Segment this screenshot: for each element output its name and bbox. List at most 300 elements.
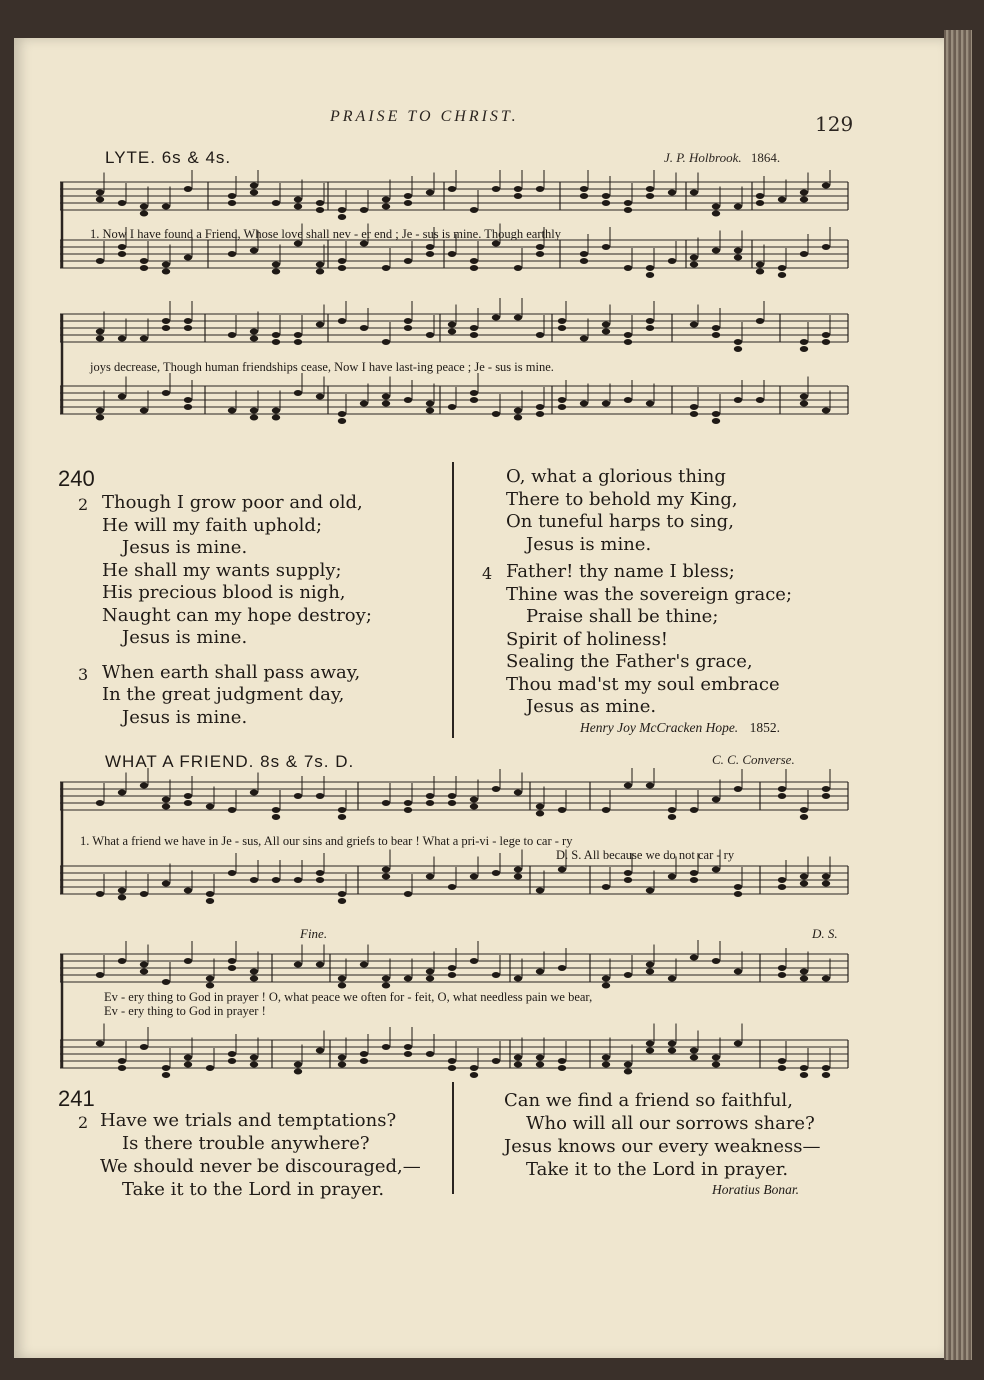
note-head — [228, 870, 236, 876]
note-head — [426, 408, 434, 414]
note-head — [426, 976, 434, 982]
staff — [60, 373, 848, 424]
verse-line: Take it to the Lord in prayer. — [526, 1159, 789, 1180]
note-head — [404, 200, 412, 206]
note-head — [272, 415, 280, 421]
note-head — [250, 408, 258, 414]
note-head — [624, 397, 632, 403]
note-head — [338, 418, 346, 424]
note-head — [162, 318, 170, 324]
verse-line: Father! thy name I bless; — [506, 561, 735, 582]
note-head — [426, 401, 434, 407]
note-head — [822, 976, 830, 982]
note-head — [734, 969, 742, 975]
note-head — [712, 1055, 720, 1061]
note-head — [404, 397, 412, 403]
note-head — [426, 244, 434, 250]
composer-lyte — [664, 150, 780, 166]
note-head — [272, 408, 280, 414]
column-divider-241 — [452, 1082, 454, 1194]
note-head — [778, 786, 786, 792]
note-head — [624, 1062, 632, 1068]
note-head — [558, 1058, 566, 1064]
lyric-friend-line-2: Ev - ery thing to God in prayer ! O, what peace we often for - feit, O, what needless pain we bear, — [104, 990, 593, 1004]
note-head — [822, 786, 830, 792]
note-head — [690, 955, 698, 961]
note-head — [140, 336, 148, 342]
note-head — [822, 874, 830, 880]
composer-what-a-friend: C. C. Converse. — [712, 752, 795, 767]
stanza-number: 4 — [482, 564, 493, 583]
note-head — [822, 244, 830, 250]
note-head — [800, 394, 808, 400]
note-head — [338, 976, 346, 982]
note-head — [448, 965, 456, 971]
verse-line: Have we trials and temptations? — [100, 1110, 397, 1131]
author-name: Henry Joy McCracken Hope. — [580, 720, 739, 735]
note-head — [514, 315, 522, 321]
note-head — [228, 958, 236, 964]
note-head — [206, 891, 214, 897]
note-head — [580, 258, 588, 264]
note-head — [800, 814, 808, 820]
verse-line: Jesus as mine. — [526, 696, 657, 717]
note-head — [338, 318, 346, 324]
note-head — [382, 394, 390, 400]
note-head — [382, 204, 390, 210]
note-head — [778, 965, 786, 971]
note-head — [426, 969, 434, 975]
note-head — [492, 786, 500, 792]
note-head — [382, 401, 390, 407]
note-head — [558, 404, 566, 410]
note-head — [184, 255, 192, 261]
note-head — [712, 248, 720, 254]
verse-line: Jesus is mine. — [526, 533, 652, 555]
note-head — [184, 793, 192, 799]
note-head — [404, 318, 412, 324]
note-head — [228, 1058, 236, 1064]
note-head — [602, 193, 610, 199]
note-head — [756, 397, 764, 403]
note-head — [96, 329, 104, 335]
note-head — [734, 248, 742, 254]
note-head — [140, 265, 148, 271]
verse-line: He shall my wants supply; — [102, 559, 342, 581]
note-head — [316, 322, 324, 328]
note-head — [382, 874, 390, 880]
note-head — [778, 197, 786, 203]
note-head — [734, 204, 742, 210]
verse-line: His precious blood is nigh, — [102, 582, 346, 603]
author-241: Horatius Bonar. — [712, 1182, 800, 1197]
note-head — [800, 807, 808, 813]
note-head — [118, 394, 126, 400]
note-head — [338, 1062, 346, 1068]
note-head — [360, 1051, 368, 1057]
note-head — [294, 390, 302, 396]
note-head — [536, 804, 544, 810]
note-head — [404, 325, 412, 331]
note-head — [184, 318, 192, 324]
note-head — [404, 807, 412, 813]
note-head — [734, 1041, 742, 1047]
note-head — [734, 339, 742, 345]
note-head — [250, 190, 258, 196]
note-head — [558, 397, 566, 403]
note-head — [140, 258, 148, 264]
note-head — [294, 1069, 302, 1075]
note-head — [712, 325, 720, 331]
note-head — [294, 339, 302, 345]
note-head — [800, 881, 808, 887]
note-head — [316, 269, 324, 275]
note-head — [162, 1072, 170, 1078]
note-head — [206, 898, 214, 904]
note-head — [492, 186, 500, 192]
note-head — [206, 804, 214, 810]
note-head — [96, 336, 104, 342]
note-head — [448, 251, 456, 257]
note-head — [800, 190, 808, 196]
verse-line: He will my faith uphold; — [102, 514, 323, 536]
note-head — [646, 969, 654, 975]
author-year: 1852. — [749, 720, 780, 735]
note-head — [514, 1055, 522, 1061]
note-head — [800, 339, 808, 345]
note-head — [360, 207, 368, 213]
note-head — [250, 1055, 258, 1061]
note-head — [250, 790, 258, 796]
note-head — [118, 200, 126, 206]
note-head — [668, 1048, 676, 1054]
note-head — [580, 336, 588, 342]
note-head — [822, 332, 830, 338]
staff — [60, 940, 848, 989]
note-head — [162, 204, 170, 210]
note-head — [338, 265, 346, 271]
note-head — [624, 200, 632, 206]
note-head — [668, 190, 676, 196]
note-head — [250, 976, 258, 982]
verse-line: When earth shall pass away, — [102, 661, 361, 683]
composer-name: J. P. Holbrook. — [664, 150, 742, 165]
note-head — [294, 877, 302, 883]
note-head — [470, 797, 478, 803]
note-head — [272, 269, 280, 275]
note-head — [184, 958, 192, 964]
note-head — [448, 793, 456, 799]
author-240 — [580, 720, 780, 736]
note-head — [470, 397, 478, 403]
verse-line: Jesus is mine. — [122, 537, 248, 558]
note-head — [426, 800, 434, 806]
note-head — [162, 797, 170, 803]
note-head — [778, 793, 786, 799]
note-head — [294, 204, 302, 210]
page-number: 129 — [815, 112, 854, 136]
note-head — [338, 214, 346, 220]
note-head — [646, 1041, 654, 1047]
note-head — [228, 332, 236, 338]
tune-title-what-a-friend: WHAT A FRIEND. 8s & 7s. D. — [105, 752, 355, 771]
note-head — [162, 325, 170, 331]
note-head — [690, 190, 698, 196]
note-head — [470, 804, 478, 810]
note-head — [426, 332, 434, 338]
note-head — [140, 1044, 148, 1050]
note-head — [536, 244, 544, 250]
note-head — [690, 1048, 698, 1054]
note-head — [404, 1044, 412, 1050]
note-head — [514, 186, 522, 192]
note-head — [602, 976, 610, 982]
verse-line: There to behold my King, — [506, 488, 738, 510]
note-head — [360, 401, 368, 407]
verse-line: Praise shall be thine; — [526, 606, 719, 627]
note-head — [602, 1062, 610, 1068]
note-head — [734, 346, 742, 352]
note-head — [800, 401, 808, 407]
note-head — [470, 874, 478, 880]
note-head — [96, 972, 104, 978]
note-head — [404, 258, 412, 264]
note-head — [756, 269, 764, 275]
note-head — [162, 390, 170, 396]
note-head — [690, 870, 698, 876]
note-head — [140, 408, 148, 414]
note-head — [800, 969, 808, 975]
fine-label: Fine. — [300, 926, 328, 941]
column-divider-240 — [452, 462, 454, 738]
note-head — [492, 870, 500, 876]
note-head — [96, 197, 104, 203]
note-head — [492, 972, 500, 978]
note-head — [272, 877, 280, 883]
note-head — [118, 1058, 126, 1064]
note-head — [382, 265, 390, 271]
note-head — [690, 411, 698, 417]
note-head — [624, 783, 632, 789]
note-head — [646, 888, 654, 894]
note-head — [580, 193, 588, 199]
note-head — [536, 332, 544, 338]
note-head — [184, 888, 192, 894]
verse-line: Jesus is mine. — [122, 706, 248, 728]
note-head — [602, 200, 610, 206]
note-head — [184, 397, 192, 403]
note-head — [294, 962, 302, 968]
note-head — [448, 322, 456, 328]
note-head — [448, 1065, 456, 1071]
note-head — [118, 1065, 126, 1071]
note-head — [580, 401, 588, 407]
note-head — [360, 325, 368, 331]
note-head — [338, 1055, 346, 1061]
lyric-friend-line-1b: D. S. All because we do not car - ry — [556, 848, 735, 862]
note-head — [96, 800, 104, 806]
note-head — [470, 390, 478, 396]
note-head — [602, 244, 610, 250]
note-head — [536, 1055, 544, 1061]
verse-line: O, what a glorious thing — [506, 466, 726, 487]
note-head — [800, 1065, 808, 1071]
note-head — [756, 262, 764, 268]
note-head — [96, 1041, 104, 1047]
note-head — [426, 190, 434, 196]
note-head — [316, 207, 324, 213]
note-head — [448, 1058, 456, 1064]
note-head — [624, 207, 632, 213]
note-head — [822, 183, 830, 189]
note-head — [184, 1055, 192, 1061]
ds-label: D. S. — [812, 926, 838, 941]
verse-line: Jesus knows our every weakness— — [504, 1136, 821, 1157]
note-head — [778, 972, 786, 978]
note-head — [426, 251, 434, 257]
note-head — [250, 969, 258, 975]
note-head — [118, 336, 126, 342]
note-head — [778, 877, 786, 883]
note-head — [514, 265, 522, 271]
note-head — [206, 983, 214, 989]
note-head — [558, 867, 566, 873]
note-head — [338, 891, 346, 897]
verse-line: Can we find a friend so faithful, — [504, 1090, 793, 1111]
note-head — [800, 197, 808, 203]
note-head — [646, 325, 654, 331]
verse-line: Naught can my hope destroy; — [102, 604, 372, 626]
note-head — [558, 807, 566, 813]
note-head — [712, 958, 720, 964]
note-head — [338, 983, 346, 989]
note-head — [514, 1062, 522, 1068]
note-head — [690, 807, 698, 813]
note-head — [668, 807, 676, 813]
note-head — [272, 200, 280, 206]
note-head — [426, 1051, 434, 1057]
note-head — [712, 867, 720, 873]
note-head — [734, 786, 742, 792]
note-head — [162, 1065, 170, 1071]
note-head — [602, 884, 610, 890]
note-head — [118, 790, 126, 796]
verse-line: Thou mad'st my soul embrace — [506, 673, 780, 695]
note-head — [338, 814, 346, 820]
note-head — [514, 867, 522, 873]
note-head — [448, 404, 456, 410]
verse-line: Thine was the sovereign grace; — [506, 583, 793, 605]
note-head — [624, 1069, 632, 1075]
note-head — [778, 1065, 786, 1071]
note-head — [250, 183, 258, 189]
note-head — [382, 197, 390, 203]
note-head — [338, 898, 346, 904]
note-head — [778, 265, 786, 271]
note-head — [316, 793, 324, 799]
note-head — [536, 969, 544, 975]
note-head — [316, 962, 324, 968]
note-head — [778, 272, 786, 278]
note-head — [382, 976, 390, 982]
note-head — [250, 877, 258, 883]
note-head — [712, 418, 720, 424]
note-head — [756, 193, 764, 199]
composer-year: 1864. — [750, 150, 781, 165]
note-head — [778, 1058, 786, 1064]
note-head — [646, 1048, 654, 1054]
note-head — [492, 411, 500, 417]
stanza-number: 3 — [78, 664, 89, 684]
note-head — [272, 807, 280, 813]
lyric-lyte-line-2: joys decrease, Though human friendships cease, Now I have last-ing peace ; Je - sus is mine. — [90, 360, 554, 374]
note-head — [646, 318, 654, 324]
note-head — [690, 322, 698, 328]
note-head — [448, 186, 456, 192]
note-head — [624, 265, 632, 271]
staff — [60, 1024, 848, 1079]
note-head — [316, 200, 324, 206]
staff — [60, 170, 848, 220]
note-head — [668, 258, 676, 264]
stanza-number: 2 — [78, 495, 89, 514]
verse-line: Spirit of holiness! — [506, 628, 669, 650]
note-head — [228, 965, 236, 971]
note-head — [382, 983, 390, 989]
note-head — [536, 186, 544, 192]
note-head — [338, 411, 346, 417]
note-head — [536, 1062, 544, 1068]
note-head — [382, 339, 390, 345]
note-head — [96, 891, 104, 897]
note-head — [162, 804, 170, 810]
note-head — [294, 197, 302, 203]
note-head — [426, 874, 434, 880]
note-head — [514, 408, 522, 414]
verse-line: Sealing the Father's grace, — [506, 651, 753, 672]
note-head — [294, 793, 302, 799]
note-head — [162, 979, 170, 985]
note-head — [646, 962, 654, 968]
note-head — [602, 329, 610, 335]
note-head — [492, 315, 500, 321]
note-head — [646, 193, 654, 199]
note-head — [822, 1072, 830, 1078]
note-head — [404, 891, 412, 897]
note-head — [712, 204, 720, 210]
note-head — [448, 884, 456, 890]
note-head — [646, 186, 654, 192]
note-head — [470, 1065, 478, 1071]
note-head — [690, 255, 698, 261]
verse-line: Is there trouble anywhere? — [122, 1133, 370, 1154]
running-title: PRAISE TO CHRIST. — [330, 108, 519, 125]
tune-title-lyte: LYTE. 6s & 4s. — [105, 148, 232, 167]
note-head — [624, 972, 632, 978]
note-head — [118, 895, 126, 901]
note-head — [250, 336, 258, 342]
lyric-friend-line-1: 1. What a friend we have in Je - sus, All our sins and griefs to bear ! What a pri-vi - lege to car - ry — [80, 834, 573, 848]
note-head — [668, 814, 676, 820]
note-head — [96, 415, 104, 421]
lyric-lyte-line-1: 1. Now I have found a Friend, Whose love shall nev - er end ; Je - sus is mine. Though earthly — [90, 227, 561, 241]
note-head — [316, 870, 324, 876]
note-head — [184, 1062, 192, 1068]
note-head — [184, 186, 192, 192]
note-head — [316, 262, 324, 268]
note-head — [140, 962, 148, 968]
note-head — [580, 251, 588, 257]
